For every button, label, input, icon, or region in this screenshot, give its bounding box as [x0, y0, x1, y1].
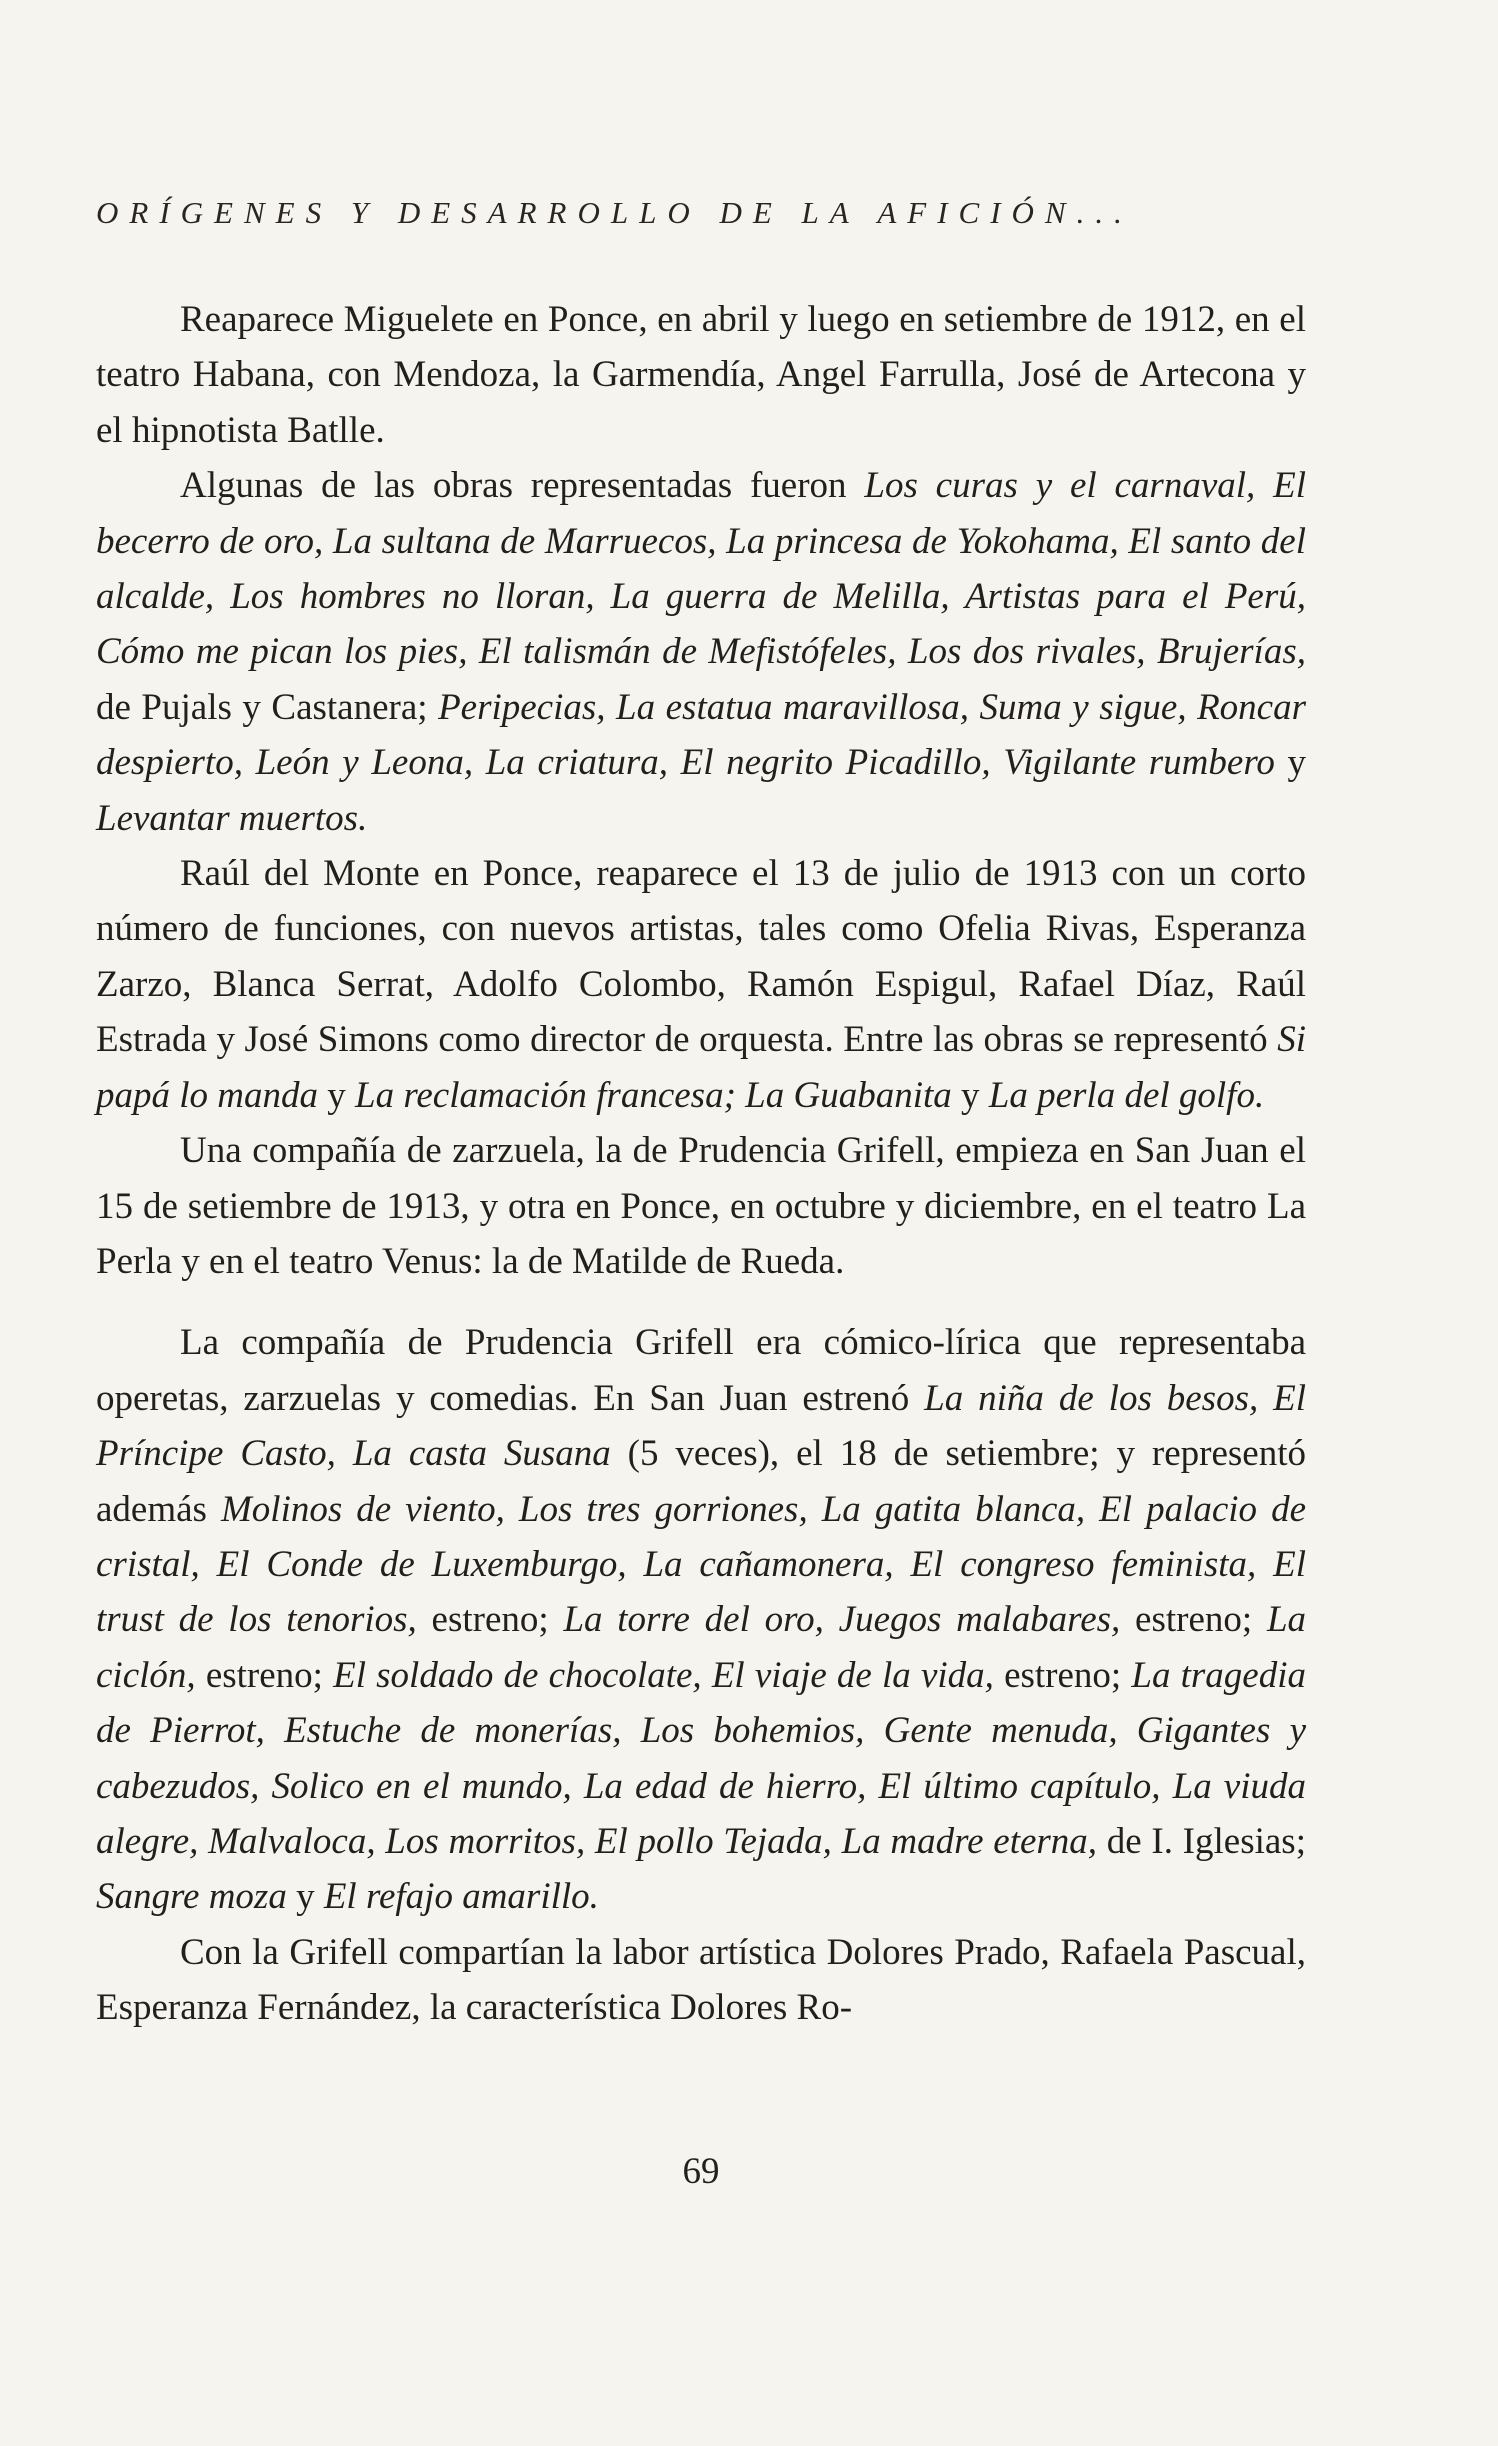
body-text-span: Con la Grifell compartían la labor artística Dolores Prado, Rafaela Pascual, Esperanza Fernández, la característica Dolores Ro- [96, 1931, 1306, 2029]
italic-title-text: Molinos de viento, Los tres gorriones, La gatita blanca, El palacio de cristal, El Conde de Luxemburgo, La cañamonera, El congreso feminista, El trust de los tenorios, [96, 1488, 1307, 1641]
body-text-span: estreno; [1120, 1599, 1267, 1641]
body-text-span: y [1274, 742, 1306, 784]
paragraph [96, 292, 1306, 458]
body-text-span: estreno; [195, 1654, 334, 1696]
italic-title-text: La tragedia de Pierrot, Estuche de monerías, Los bohemios, Gente menuda, Gigantes y cabezudos, Solico en el mundo, La edad de hierro, El último capítulo, La viuda alegre, Malvaloca, Los morritos, El pollo Tejada, La madre eterna, [96, 1654, 1306, 1862]
italic-title-text: Si papá lo manda [96, 1019, 1306, 1116]
body-text-span: Raúl del Monte en Ponce, reaparece el 13 de julio de 1913 con un corto número de funciones, con nuevos artistas, tales como Ofelia Rivas, Esperanza Zarzo, Blanca Serrat, Adolfo Colombo, Ramón Espigul, Rafael Díaz, Raúl Estrada y José Simons como director de orquesta. Entre las obras se representó [96, 853, 1306, 1061]
italic-title-text: El soldado de chocolate, El viaje de la vida, [333, 1654, 994, 1696]
italic-title-text: Los curas y el carnaval, El becerro de oro, La sultana de Marruecos, La princesa de Yokohama, El santo del alcalde, Los hombres no lloran, La guerra de Melilla, Artistas para el Perú, Cómo me pican los pies, El talismán de Mefistófeles, Los dos rivales, Brujerías, [96, 465, 1306, 673]
body-text-span: Algunas de las obras representadas fueron [180, 465, 865, 507]
italic-title-text: La ciclón, [96, 1599, 1307, 1696]
paragraph [96, 846, 1306, 1123]
paragraph [96, 1925, 1306, 2036]
body-text-span: estreno; [416, 1599, 564, 1641]
italic-title-text: Levantar muertos. [96, 797, 368, 839]
italic-title-text: La reclamación francesa; La Guabanita [355, 1074, 952, 1116]
body-text-span: y [286, 1876, 324, 1918]
italic-title-text: Sangre moza [96, 1876, 287, 1918]
body-text-span: Reaparece Miguelete en Ponce, en abril y luego en setiembre de 1912, en el teatro Habana, con Mendoza, la Garmendía, Angel Farrulla, José de Artecona y el hipnotista Batlle. [96, 299, 1306, 451]
body-text-span: y [318, 1074, 355, 1116]
italic-title-text: La perla del golfo. [988, 1074, 1265, 1116]
page-number: 69 [682, 2151, 720, 2192]
paragraph [96, 1123, 1306, 1289]
body-text-span: La compañía de Prudencia Grifell era cómico-lírica que representaba operetas, zarzuelas y comedias. En San Juan estrenó [96, 1322, 1306, 1419]
body-text-span: de Pujals y Castanera; [96, 686, 439, 728]
body-text-span: (5 veces), el 18 de setiembre; y representó además [96, 1433, 1306, 1530]
paragraph [96, 1315, 1306, 1924]
body-text-span: Una compañía de zarzuela, la de Prudencia Grifell, empieza en San Juan el 15 de setiembre de 1913, y otra en Ponce, en octubre y diciembre, en el teatro La Perla y en el teatro Venus: la de Matilde de Rueda. [96, 1130, 1306, 1282]
italic-title-text: Peripecias, La estatua maravillosa, Suma y sigue, Roncar despierto, León y Leona, La criatura, El negrito Picadillo, Vigilante rumbero [96, 686, 1306, 784]
book-page [96, 0, 1306, 2446]
body-text-span: estreno; [993, 1654, 1132, 1696]
italic-title-text: El refajo amarillo. [323, 1876, 599, 1918]
paragraph [96, 458, 1306, 846]
body-text [96, 292, 1306, 2036]
italic-title-text: La niña de los besos, El Príncipe Casto, La casta Susana [96, 1377, 1307, 1475]
body-text-span: y [951, 1074, 989, 1116]
running-head: ORÍGENES Y DESARROLLO DE LA AFICIÓN... [96, 195, 1133, 230]
italic-title-text: La torre del oro, Juegos malabares, [563, 1599, 1121, 1641]
body-text-span: de I. Iglesias; [1097, 1820, 1306, 1862]
